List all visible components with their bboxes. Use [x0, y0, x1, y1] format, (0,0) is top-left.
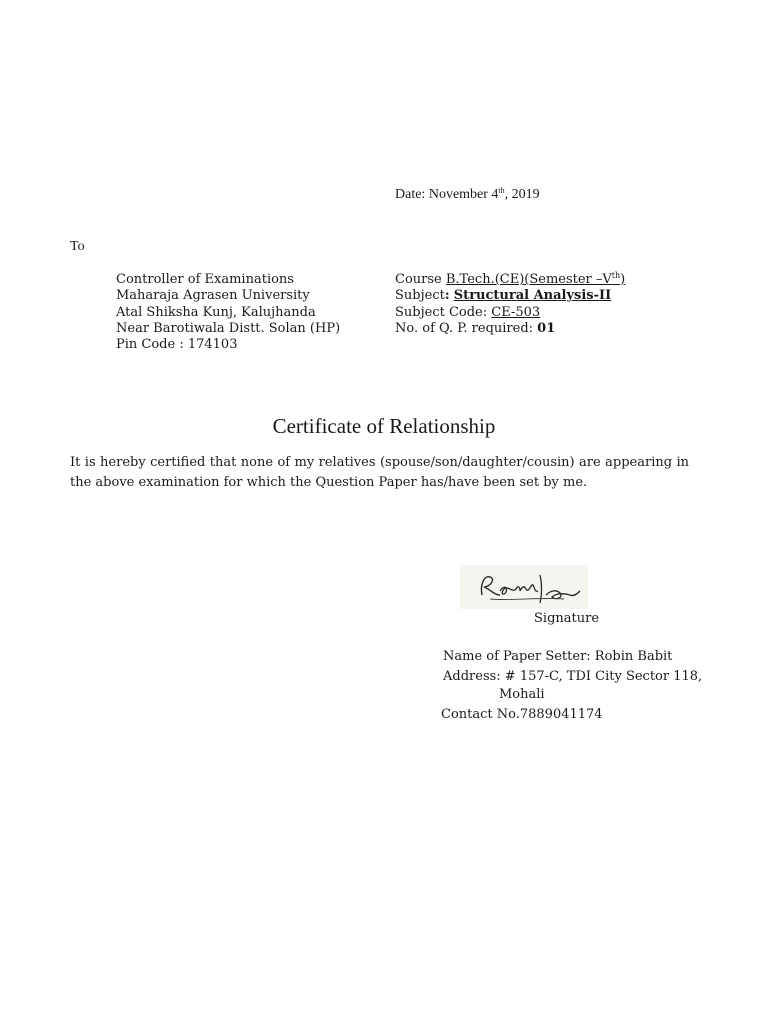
to-label: To — [70, 239, 85, 254]
subject-code-label: Subject Code: — [395, 304, 488, 320]
recipient-line: Near Barotiwala Distt. Solan (HP) — [116, 320, 341, 336]
subject-value: Structural Analysis-II — [453, 288, 612, 304]
date-month-day: November 4 — [428, 187, 499, 202]
setter-contact: Contact No.7889041174 — [441, 707, 603, 722]
subject-label: Subject — [395, 288, 445, 304]
course-sup: th — [611, 271, 621, 280]
recipient-line: Maharaja Agrasen University — [116, 288, 310, 304]
recipient-line: Controller of Examinations — [116, 272, 294, 287]
course-label: Course — [395, 272, 442, 287]
date-line — [395, 187, 540, 203]
qp-value: 01 — [537, 320, 556, 336]
subject-code-value: CE-503 — [491, 304, 541, 320]
subject-code-line — [395, 305, 625, 321]
setter-address: Address: # 157-C, TDI City Sector 118, — [443, 669, 703, 684]
recipient-line: Atal Shiksha Kunj, Kalujhanda — [116, 304, 316, 320]
certificate-body: It is hereby certified that none of my relatives (spouse/son/daughter/cousin) are appearing in the above examination for which the Question Paper has/have been set by me. — [70, 455, 689, 490]
signature-svg — [460, 565, 588, 609]
setter-address-city: Mohali — [499, 687, 545, 702]
subject-line — [395, 288, 625, 304]
course-line — [395, 272, 625, 288]
date-label: Date: — [395, 187, 426, 202]
setter-name: Name of Paper Setter: Robin Babit — [443, 649, 673, 664]
qp-line — [395, 321, 625, 337]
signature-caption: Signature — [534, 611, 600, 626]
exam-details — [395, 272, 625, 337]
date-suffix: th — [498, 186, 505, 195]
signature-image — [460, 565, 588, 609]
qp-label: No. of Q. P. required: — [395, 320, 534, 336]
date-year: , 2019 — [504, 187, 540, 202]
course-value — [446, 272, 625, 287]
course-value-text: B.Tech.(CE)(Semester –V — [445, 272, 612, 287]
recipient-address — [116, 272, 340, 353]
recipient-line: Pin Code : 174103 — [116, 337, 238, 353]
course-close: ) — [620, 272, 626, 287]
subject-colon: : — [444, 288, 450, 304]
page-title: Certificate of Relationship — [272, 414, 496, 438]
